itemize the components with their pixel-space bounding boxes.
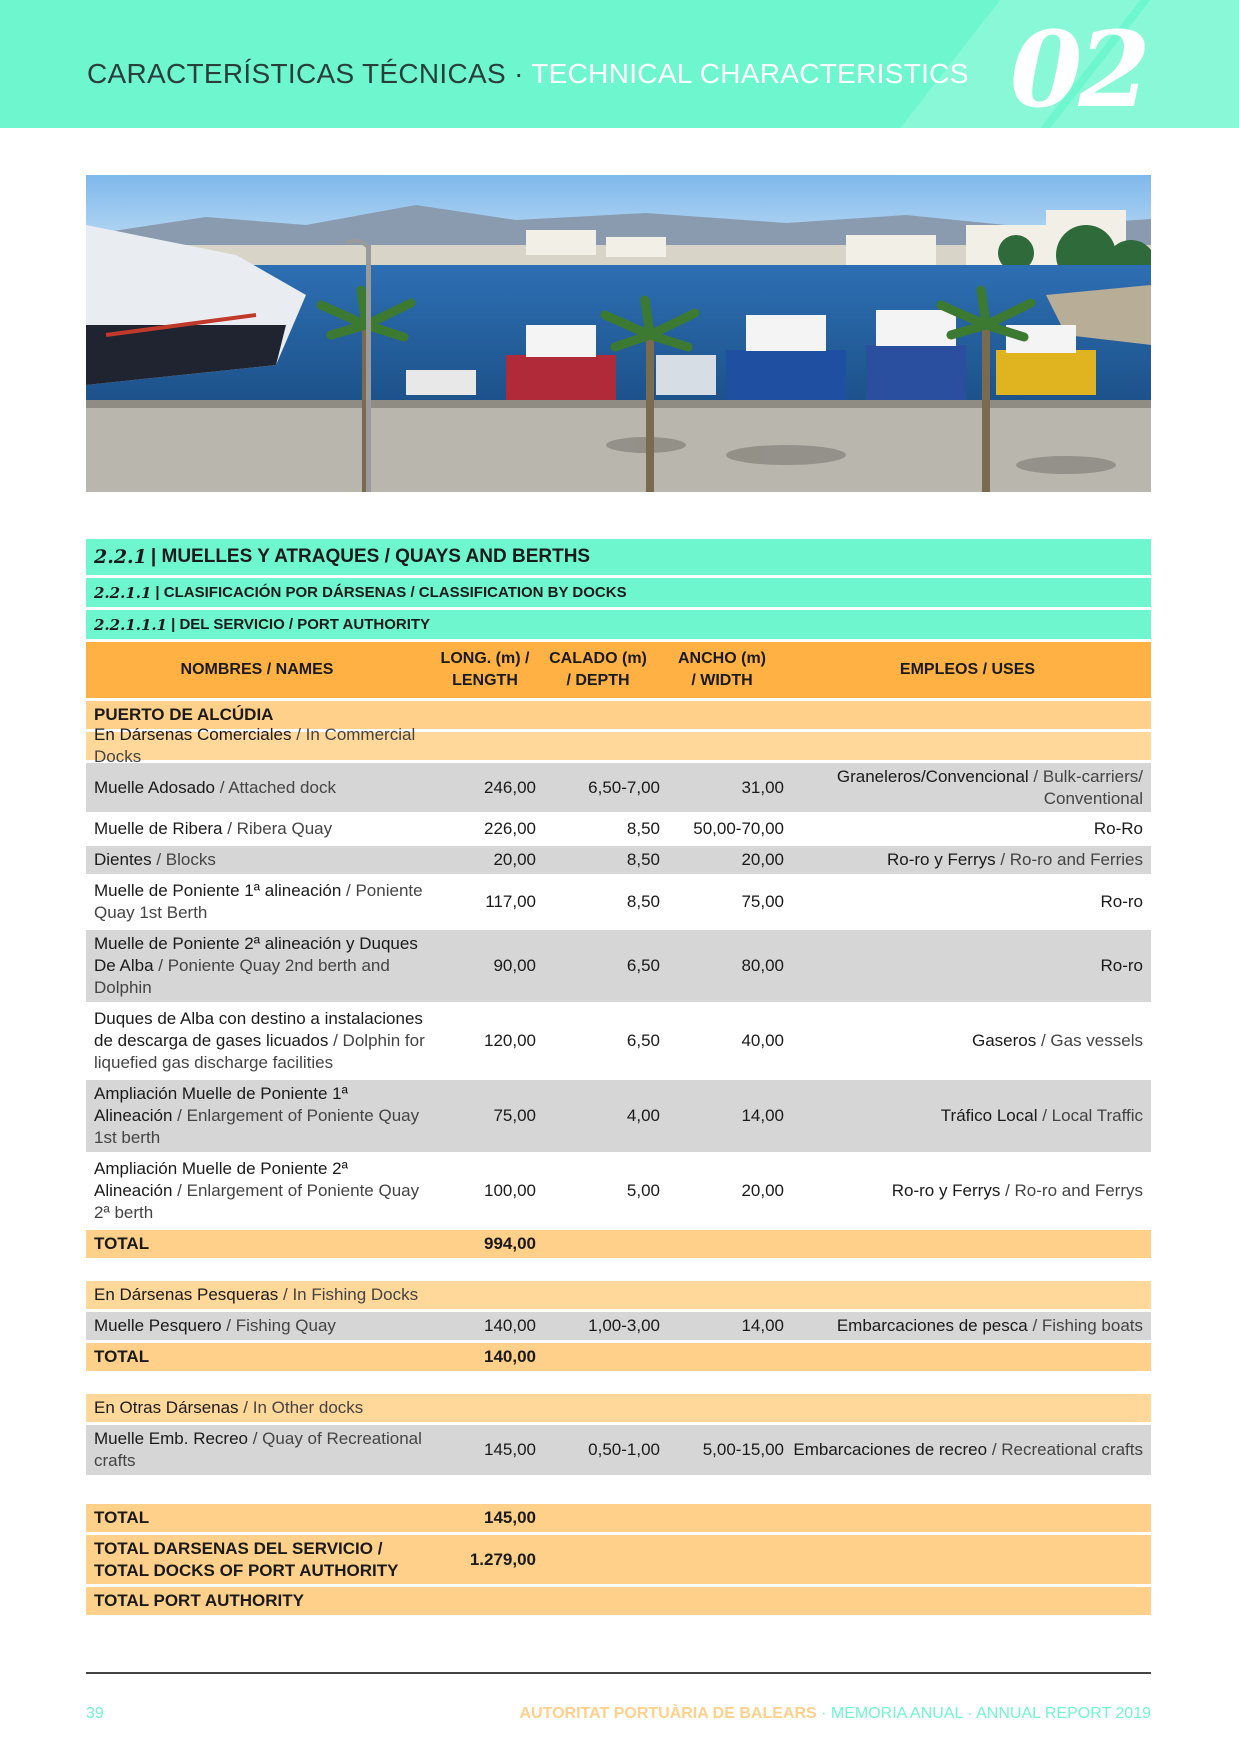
table-row: Ampliación Muelle de Poniente 2ª Alineación / Enlargement of Poniente Quay 2ª berth 100,00 5,00 20,00 Ro-ro y Ferrys / Ro-ro and Ferrys	[86, 1155, 1151, 1227]
quays-table	[86, 539, 1151, 1618]
table-row: Duques de Alba con destino a instalaciones de descarga de gases licuados / Dolphin for liquefied gas discharge facilities 120,00 6,50 40,00 Gaseros / Gas vessels	[86, 1005, 1151, 1077]
col-uses: EMPLEOS / USES	[899, 661, 1036, 678]
title-en: TECHNICAL CHARACTERISTICS	[531, 58, 969, 89]
table-row: Muelle de Poniente 2ª alineación y Duques De Alba / Poniente Quay 2nd berth and Dolphin 90,00 6,50 80,00 Ro-ro	[86, 930, 1151, 1002]
footer-org: AUTORITAT PORTUÀRIA DE BALEARS	[519, 1705, 817, 1722]
subsubsection-heading: 2.2.1.1.1 | DEL SERVICIO / PORT AUTHORITY	[86, 610, 1151, 639]
title-es: CARACTERÍSTICAS TÉCNICAS	[87, 58, 506, 89]
group-heading-commercial: En Dársenas Comerciales / In Commercial Docks	[86, 732, 1151, 760]
table-row: Dientes / Blocks 20,00 8,50 20,00 Ro-ro y Ferrys / Ro-ro and Ferries	[86, 846, 1151, 874]
total-row: TOTAL 994,00	[86, 1230, 1151, 1258]
group-heading-fishing: En Dársenas Pesqueras / In Fishing Docks	[86, 1281, 1151, 1309]
page-title: CARACTERÍSTICAS TÉCNICAS · TECHNICAL CHARACTERISTICS	[87, 58, 969, 89]
footer-report: · MEMORIA ANUAL · ANNUAL REPORT 2019	[816, 1705, 1151, 1722]
total-row: TOTAL 140,00	[86, 1343, 1151, 1371]
table-row: Muelle Pesquero / Fishing Quay 140,00 1,00-3,00 14,00 Embarcaciones de pesca / Fishing boats	[86, 1312, 1151, 1340]
footer-text	[519, 1705, 1151, 1723]
col-length: LONG. (m) / LENGTH	[440, 650, 530, 689]
table-row: Ampliación Muelle de Poniente 1ª Alineación / Enlargement of Poniente Quay 1st berth 75,00 4,00 14,00 Tráfico Local / Local Traffic	[86, 1080, 1151, 1152]
subsection-heading: 2.2.1.1 | CLASIFICACIÓN POR DÁRSENAS / CLASSIFICATION BY DOCKS	[86, 578, 1151, 607]
table-row: Muelle de Poniente 1ª alineación / Poniente Quay 1st Berth 117,00 8,50 75,00 Ro-ro	[86, 877, 1151, 927]
page-number: 39	[86, 1705, 104, 1722]
section-heading: 2.2.1 | MUELLES Y ATRAQUES / QUAYS AND BERTHS	[86, 539, 1151, 575]
table-header	[86, 642, 1151, 698]
chapter-number: 02	[1010, 8, 1147, 128]
table-row: Muelle Emb. Recreo / Quay of Recreational crafts 145,00 0,50-1,00 5,00-15,00 Embarcaciones de recreo / Recreational crafts	[86, 1425, 1151, 1475]
col-depth: CALADO (m) / DEPTH	[549, 650, 647, 689]
page-header	[0, 0, 1239, 128]
port-heading: PUERTO DE ALCÚDIA	[86, 701, 1151, 729]
harbour-illustration	[86, 175, 1151, 492]
col-names: NOMBRES / NAMES	[180, 661, 334, 678]
total-row: TOTAL 145,00	[86, 1504, 1151, 1532]
total-docks-row: TOTAL DARSENAS DEL SERVICIO / TOTAL DOCKS OF PORT AUTHORITY 1.279,00	[86, 1535, 1151, 1584]
table-row: Muelle de Ribera / Ribera Quay 226,00 8,50 50,00-70,00 Ro-Ro	[86, 815, 1151, 843]
group-heading-other: En Otras Dársenas / In Other docks	[86, 1394, 1151, 1422]
col-width: ANCHO (m) / WIDTH	[678, 650, 766, 689]
harbour-photo	[86, 175, 1151, 492]
total-port-authority-row: TOTAL PORT AUTHORITY	[86, 1587, 1151, 1615]
footer-rule	[86, 1672, 1151, 1674]
table-row: Muelle Adosado / Attached dock 246,00 6,50-7,00 31,00 Graneleros/Convencional / Bulk-carriers/ Conventional	[86, 763, 1151, 812]
